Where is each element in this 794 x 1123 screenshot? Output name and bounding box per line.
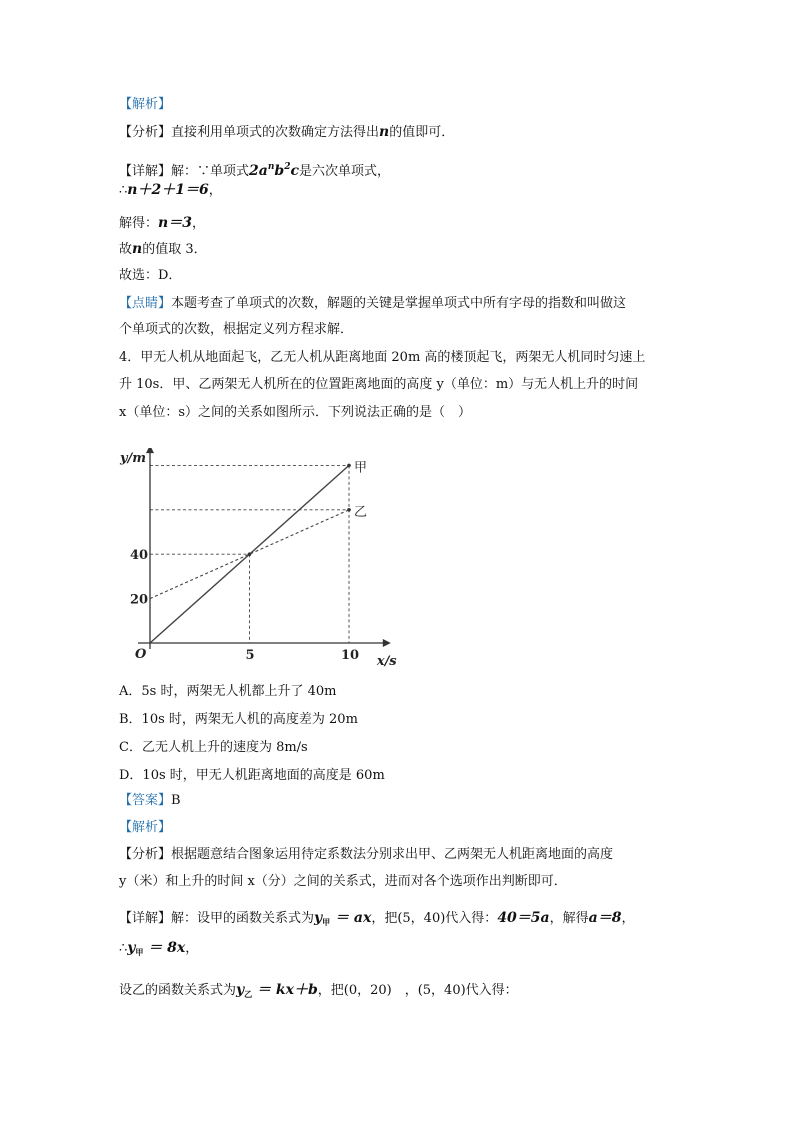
sub-jia-2: 甲	[135, 947, 144, 957]
var-n: n	[379, 124, 390, 140]
analysis2-line-1	[119, 845, 613, 865]
func-y-jia: y	[314, 910, 323, 926]
detail-tag: 【详解】	[119, 164, 172, 179]
option-d: D．10s 时，甲无人机距离地面的高度是 60m	[119, 768, 385, 783]
analysis-text-b: 的值即可．	[389, 125, 455, 140]
y-axis-label: y/m	[120, 451, 147, 466]
equation-expr: n＋2＋1＝6	[127, 182, 209, 198]
y-tick-label-0: 20	[130, 592, 149, 608]
x-axis-arrow	[383, 639, 391, 647]
conclusion-line	[119, 239, 207, 260]
detail-text-a: 解：∵单项式	[171, 164, 250, 179]
solve-tail: ，	[191, 216, 205, 231]
answer-tag: 【答案】	[119, 793, 172, 808]
detail2-line2-tail: ，	[185, 941, 199, 956]
func-rhs-jia-2: ＝ 8x	[143, 940, 186, 956]
answer-line	[119, 791, 181, 811]
answer-value: B	[171, 793, 181, 808]
series-jia-label: 甲	[354, 460, 368, 476]
analysis-text-a: 直接利用单项式的次数确定方法得出	[171, 125, 380, 140]
analysis2-line-2: y（米）和上升的时间 x（分）之间的关系式，进而对各个选项作出判断即可．	[119, 874, 567, 889]
option-c: C．乙无人机上升的速度为 8m/s	[119, 740, 308, 755]
var-n-2: n	[132, 241, 143, 257]
sub-jia: 甲	[322, 917, 331, 927]
detail2-tag: 【详解】	[119, 911, 172, 926]
equation-line	[119, 180, 222, 201]
analysis-tag: 【分析】	[119, 125, 172, 140]
func-rhs-yi: ＝ kx＋b	[252, 982, 318, 998]
a-value-expr: a＝8	[588, 910, 622, 926]
detail2-line-1	[119, 908, 634, 932]
func-y-jia-2: y	[127, 940, 136, 956]
x-axis-label: x/s	[376, 654, 397, 669]
origin-label: O	[135, 647, 147, 662]
detail-line-1	[119, 157, 390, 182]
monomial-b: b	[274, 163, 285, 179]
detail2-d: ，	[621, 911, 635, 926]
equation-tail: ，	[208, 183, 222, 198]
question-line-3: x（单位：s）之间的关系如图所示．下列说法正确的是（ ）	[119, 405, 472, 420]
func-y-yi: y	[236, 982, 245, 998]
comment-line-2: 个单项式的次数，根据定义列方程求解．	[119, 322, 354, 337]
detail2-line-2	[119, 938, 198, 962]
detail2-line3-a: 设乙的函数关系式为	[119, 983, 237, 998]
x-tick-label-1: 10	[341, 648, 360, 663]
conclusion-a: 故	[119, 242, 133, 257]
monomial-coef: 2a	[249, 163, 268, 179]
analysis2-text: 根据题意结合图象运用待定系数法分别求出甲、乙两架无人机距离地面的高度	[171, 847, 614, 862]
detail2-a: 解：设甲的函数关系式为	[171, 911, 315, 926]
sub-yi: 乙	[244, 989, 253, 999]
therefore-symbol-2: ∴	[119, 941, 128, 956]
func-rhs-jia: ＝ ax	[330, 910, 372, 926]
conclusion-b: 的值取 3．	[142, 242, 207, 257]
comment-tag: 【点睛】	[119, 296, 172, 311]
height-time-graph	[112, 448, 397, 670]
option-a: A．5s 时，两架无人机都上升了 40m	[119, 684, 337, 699]
detail2-c: ，解得	[549, 911, 589, 926]
monomial-c: c	[290, 163, 299, 179]
detail-text-b: 是六次单项式，	[298, 164, 390, 179]
solve-label: 解得：	[119, 216, 159, 231]
series-yi-label: 乙	[354, 504, 368, 520]
y-tick-label-1: 40	[130, 548, 149, 564]
series-jia-endpoint	[347, 464, 351, 468]
substitution-expr: 40＝5a	[497, 910, 550, 926]
section-jiexi-2: 【解析】	[119, 820, 172, 835]
exponent-2: 2	[284, 162, 291, 172]
section-jiexi-1: 【解析】	[119, 97, 172, 112]
therefore-symbol: ∴	[119, 183, 128, 198]
question-line-2: 升 10s．甲、乙两架无人机所在的位置距离地面的高度 y（单位：m）与无人机上升的时间	[119, 377, 639, 392]
comment-text: 本题考查了单项式的次数，解题的关键是掌握单项式中所有字母的指数和叫做这	[171, 296, 627, 311]
x-tick-label-0: 5	[245, 648, 255, 663]
solve-line	[119, 213, 205, 234]
option-b: B．10s 时，两架无人机的高度差为 20m	[119, 712, 358, 727]
exponent-n: n	[267, 162, 275, 172]
intersection-point	[248, 552, 252, 556]
comment-line-1	[119, 294, 626, 314]
y-axis-arrow	[146, 448, 154, 453]
analysis-line	[119, 122, 454, 143]
choice-line: 故选：D．	[119, 268, 182, 283]
analysis2-tag: 【分析】	[119, 847, 172, 862]
detail2-b: ，把(5，40)代入得：	[371, 911, 498, 926]
series-yi-endpoint	[347, 508, 351, 512]
detail2-line-3	[119, 980, 518, 1004]
question-line-1: 4．甲无人机从地面起飞，乙无人机从距离地面 20m 高的楼顶起飞，两架无人机同时匀速上	[119, 350, 646, 365]
detail2-line3-b: ，把(0，20) ，(5，40)代入得：	[317, 983, 518, 998]
solve-expr: n＝3	[158, 215, 192, 231]
